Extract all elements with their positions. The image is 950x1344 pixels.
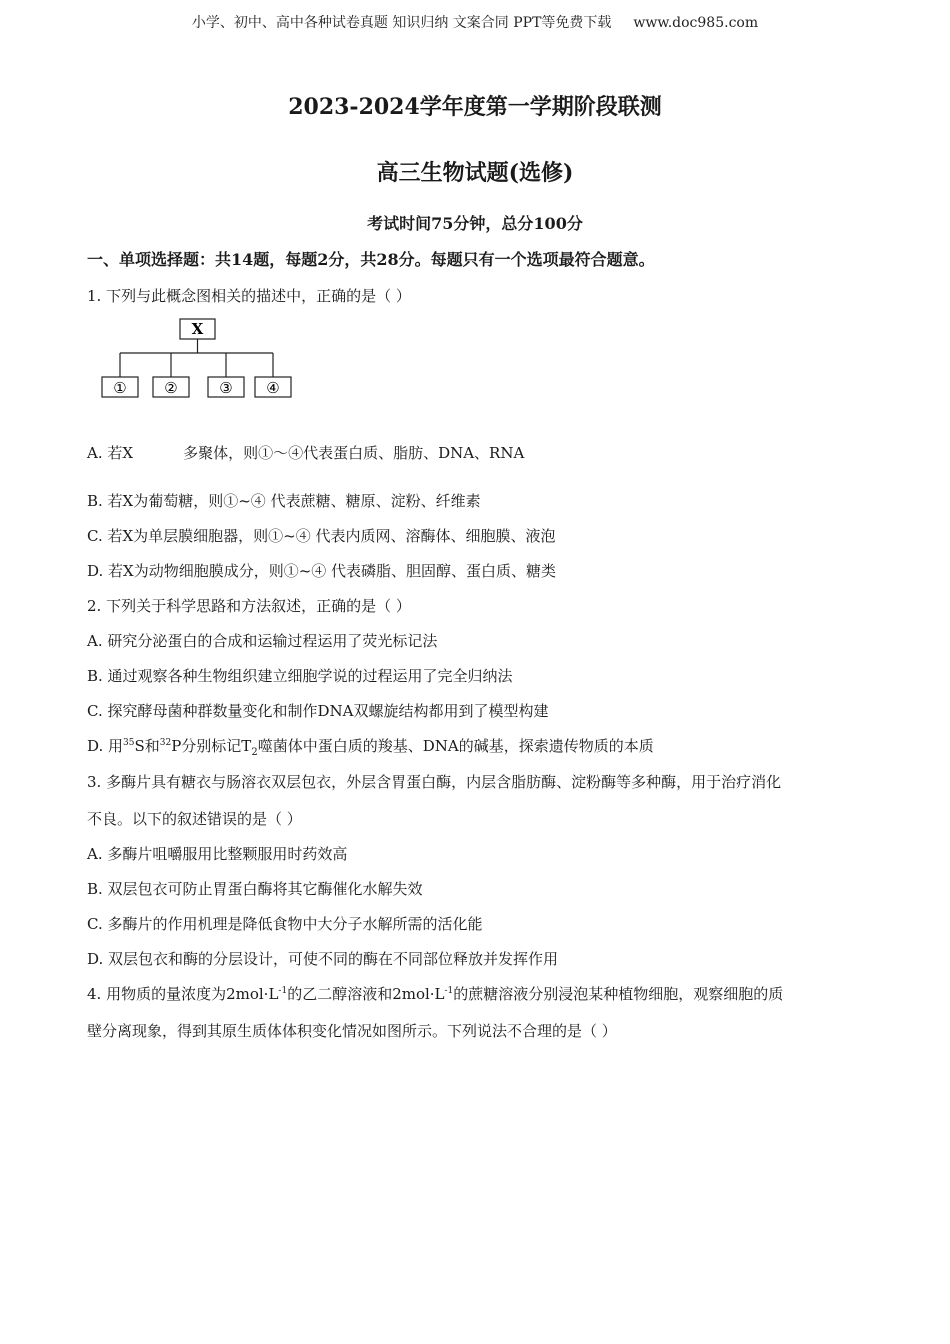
q2-d-part4: 噬菌体中蛋白质的羧基、DNA的碱基，探索遗传物质的本质 xyxy=(257,737,654,755)
header-site[interactable]: www.doc985.com xyxy=(633,15,759,31)
diagram-child-label-3: ③ xyxy=(219,379,233,397)
q2-option-d xyxy=(87,735,654,758)
q4-stem-sup1: -1 xyxy=(278,986,288,996)
q3-option-c: C. 多酶片的作用机理是降低食物中大分子水解所需的活化能 xyxy=(87,915,483,933)
q1-stem: 1. 下列与此概念图相关的描述中，正确的是（ ） xyxy=(87,287,411,305)
diagram-child-label-1: ① xyxy=(113,379,127,397)
q2-d-part1: D. 用 xyxy=(87,737,124,755)
diagram-child-label-4: ④ xyxy=(266,379,280,397)
q4-stem-part3: 的蔗糖溶液分别浸泡某种植物细胞，观察细胞的质 xyxy=(453,985,784,1003)
exam-subtitle: 高三生物试题(选修) xyxy=(376,160,574,186)
q1-option-a-rest: 多聚体，则①～④代表蛋白质、脂肪、DNA、RNA xyxy=(183,444,525,462)
q2-stem: 2. 下列关于科学思路和方法叙述，正确的是（ ） xyxy=(87,597,411,615)
q3-stem-line2: 不良。以下的叙述错误的是（ ） xyxy=(87,810,302,828)
q2-d-sup2: 32 xyxy=(159,738,172,748)
q1-option-a-prefix: A. 若X xyxy=(87,444,134,462)
q2-option-a: A. 研究分泌蛋白的合成和运输过程运用了荧光标记法 xyxy=(87,632,438,650)
q3-stem-line1: 3. 多酶片具有糖衣与肠溶衣双层包衣，外层含胃蛋白酶，内层含脂肪酶、淀粉酶等多种酶，用于治疗消化 xyxy=(87,773,782,791)
exam-info: 考试时间75分钟，总分100分 xyxy=(367,214,583,233)
q2-d-part3: P分别标记T xyxy=(171,737,252,755)
q1-option-d: D. 若X为动物细胞膜成分，则①~④ 代表磷脂、胆固醇、蛋白质、糖类 xyxy=(87,562,557,580)
exam-title: 2023-2024学年度第一学期阶段联测 xyxy=(288,94,662,120)
q3-option-d: D. 双层包衣和酶的分层设计，可使不同的酶在不同部位释放并发挥作用 xyxy=(87,950,559,968)
q4-stem-sup2: -1 xyxy=(444,986,454,996)
q2-option-c: C. 探究酵母菌种群数量变化和制作DNA双螺旋结构都用到了模型构建 xyxy=(87,702,549,720)
q3-option-a: A. 多酶片咀嚼服用比整颗服用时药效高 xyxy=(87,845,348,863)
page-header xyxy=(0,12,950,32)
diagram-child-label-2: ② xyxy=(164,379,178,397)
q3-option-b: B. 双层包衣可防止胃蛋白酶将其它酶催化水解失效 xyxy=(87,880,423,898)
q1-option-a xyxy=(87,442,524,463)
q2-option-b: B. 通过观察各种生物组织建立细胞学说的过程运用了完全归纳法 xyxy=(87,667,513,685)
q2-d-sup1: 35 xyxy=(123,738,135,748)
q2-d-part2: S和 xyxy=(134,737,160,755)
q4-stem-line1 xyxy=(87,983,783,1004)
q4-stem-part2: 的乙二醇溶液和2mol·L xyxy=(287,985,445,1003)
header-text: 小学、初中、高中各种试卷真题 知识归纳 文案合同 PPT等免费下载 xyxy=(191,15,612,31)
q1-option-c: C. 若X为单层膜细胞器，则①~④ 代表内质网、溶酶体、细胞膜、液泡 xyxy=(87,527,556,545)
q4-stem-line2: 壁分离现象，得到其原生质体体积变化情况如图所示。下列说法不合理的是（ ） xyxy=(87,1022,617,1040)
section-heading: 一、单项选择题：共14题，每题2分，共28分。每题只有一个选项最符合题意。 xyxy=(87,250,655,269)
diagram-root-label: X xyxy=(191,320,204,338)
q4-stem-part1: 4. 用物质的量浓度为2mol·L xyxy=(87,985,279,1003)
q1-option-b: B. 若X为葡萄糖，则①~④ 代表蔗糖、糖原、淀粉、纤维素 xyxy=(87,492,481,510)
concept-diagram xyxy=(100,316,300,402)
q2-d-sub: 2 xyxy=(251,747,258,758)
